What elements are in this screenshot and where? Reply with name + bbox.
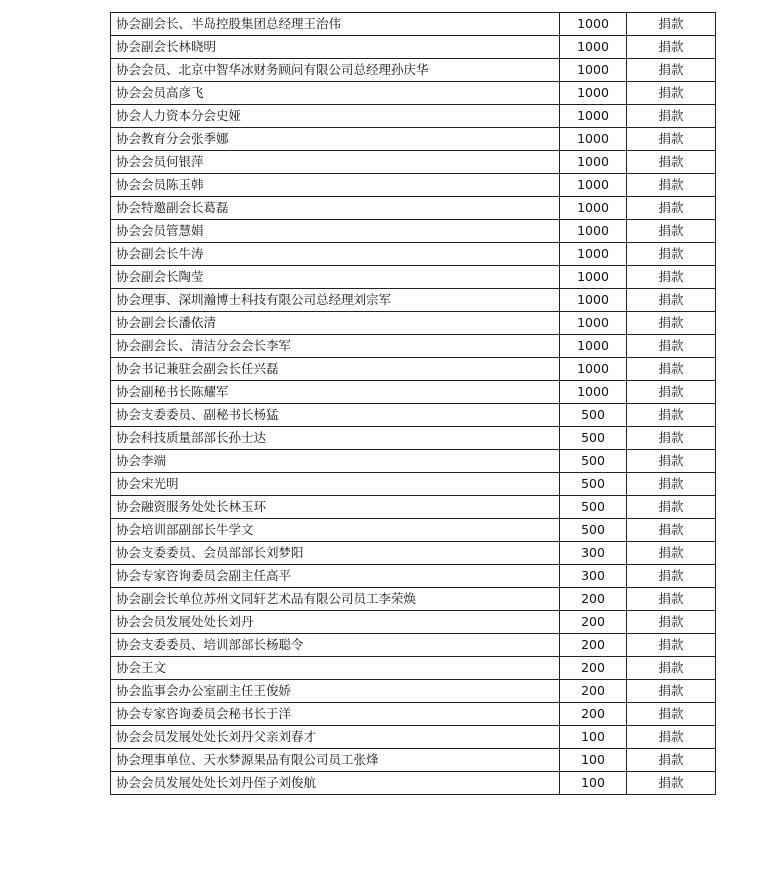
donation-type-cell: 捐款 <box>627 450 716 473</box>
donation-type-cell: 捐款 <box>627 243 716 266</box>
donation-type-cell: 捐款 <box>627 657 716 680</box>
donor-name-cell: 协会副会长陶莹 <box>111 266 560 289</box>
donor-name-cell: 协会融资服务处处长林玉环 <box>111 496 560 519</box>
donor-name-cell: 协会科技质量部部长孙士达 <box>111 427 560 450</box>
donor-name-cell: 协会副会长潘依清 <box>111 312 560 335</box>
table-row <box>111 13 716 36</box>
donor-name-cell: 协会王文 <box>111 657 560 680</box>
donation-table-body <box>111 13 716 795</box>
table-row <box>111 381 716 404</box>
table-row <box>111 542 716 565</box>
table-row <box>111 36 716 59</box>
donation-type-cell: 捐款 <box>627 289 716 312</box>
table-row <box>111 358 716 381</box>
donation-type-cell: 捐款 <box>627 266 716 289</box>
table-row <box>111 726 716 749</box>
donor-name-cell: 协会人力资本分会史娅 <box>111 105 560 128</box>
donor-name-cell: 协会会员管慧娟 <box>111 220 560 243</box>
amount-cell: 1000 <box>560 128 627 151</box>
table-row <box>111 496 716 519</box>
donor-name-cell: 协会支委委员、培训部部长杨聪令 <box>111 634 560 657</box>
amount-cell: 1000 <box>560 312 627 335</box>
donation-type-cell: 捐款 <box>627 496 716 519</box>
amount-cell: 1000 <box>560 36 627 59</box>
table-row <box>111 565 716 588</box>
amount-cell: 200 <box>560 680 627 703</box>
donor-name-cell: 协会副秘书长陈耀军 <box>111 381 560 404</box>
amount-cell: 100 <box>560 772 627 795</box>
table-row <box>111 634 716 657</box>
table-row <box>111 680 716 703</box>
table-row <box>111 128 716 151</box>
table-row <box>111 657 716 680</box>
table-row <box>111 82 716 105</box>
table-row <box>111 266 716 289</box>
donation-type-cell: 捐款 <box>627 634 716 657</box>
donation-type-cell: 捐款 <box>627 611 716 634</box>
amount-cell: 500 <box>560 519 627 542</box>
table-row <box>111 588 716 611</box>
donation-type-cell: 捐款 <box>627 542 716 565</box>
amount-cell: 200 <box>560 703 627 726</box>
table-row <box>111 335 716 358</box>
donor-name-cell: 协会副会长牛涛 <box>111 243 560 266</box>
amount-cell: 500 <box>560 404 627 427</box>
donor-name-cell: 协会会员、北京中智华冰财务顾问有限公司总经理孙庆华 <box>111 59 560 82</box>
amount-cell: 500 <box>560 473 627 496</box>
donation-type-cell: 捐款 <box>627 174 716 197</box>
table-row <box>111 105 716 128</box>
donation-type-cell: 捐款 <box>627 565 716 588</box>
amount-cell: 1000 <box>560 82 627 105</box>
donor-name-cell: 协会会员何银萍 <box>111 151 560 174</box>
donation-type-cell: 捐款 <box>627 220 716 243</box>
amount-cell: 1000 <box>560 243 627 266</box>
donor-name-cell: 协会宋光明 <box>111 473 560 496</box>
amount-cell: 1000 <box>560 105 627 128</box>
donation-type-cell: 捐款 <box>627 588 716 611</box>
table-row <box>111 312 716 335</box>
donor-name-cell: 协会会员高彦飞 <box>111 82 560 105</box>
table-row <box>111 59 716 82</box>
donation-type-cell: 捐款 <box>627 427 716 450</box>
amount-cell: 100 <box>560 726 627 749</box>
table-row <box>111 772 716 795</box>
amount-cell: 100 <box>560 749 627 772</box>
donation-type-cell: 捐款 <box>627 519 716 542</box>
amount-cell: 1000 <box>560 266 627 289</box>
amount-cell: 1000 <box>560 151 627 174</box>
donor-name-cell: 协会监事会办公室副主任王俊娇 <box>111 680 560 703</box>
amount-cell: 1000 <box>560 59 627 82</box>
donation-type-cell: 捐款 <box>627 473 716 496</box>
table-row <box>111 427 716 450</box>
table-row <box>111 450 716 473</box>
amount-cell: 1000 <box>560 197 627 220</box>
table-row <box>111 404 716 427</box>
donor-name-cell: 协会会员陈玉韩 <box>111 174 560 197</box>
donor-name-cell: 协会副会长单位苏州文同轩艺术品有限公司员工李荣焕 <box>111 588 560 611</box>
donation-type-cell: 捐款 <box>627 13 716 36</box>
amount-cell: 1000 <box>560 358 627 381</box>
donation-type-cell: 捐款 <box>627 197 716 220</box>
donor-name-cell: 协会会员发展处处长刘丹侄子刘俊航 <box>111 772 560 795</box>
donor-name-cell: 协会书记兼驻会副会长任兴磊 <box>111 358 560 381</box>
amount-cell: 1000 <box>560 289 627 312</box>
donation-type-cell: 捐款 <box>627 128 716 151</box>
donation-type-cell: 捐款 <box>627 381 716 404</box>
donation-type-cell: 捐款 <box>627 703 716 726</box>
donor-name-cell: 协会教育分会张季娜 <box>111 128 560 151</box>
table-row <box>111 703 716 726</box>
donation-type-cell: 捐款 <box>627 680 716 703</box>
donor-name-cell: 协会副会长、半岛控股集团总经理王治伟 <box>111 13 560 36</box>
amount-cell: 200 <box>560 657 627 680</box>
table-row <box>111 519 716 542</box>
amount-cell: 1000 <box>560 220 627 243</box>
donor-name-cell: 协会理事、深圳瀚博士科技有限公司总经理刘宗军 <box>111 289 560 312</box>
table-row <box>111 151 716 174</box>
donation-type-cell: 捐款 <box>627 36 716 59</box>
donation-type-cell: 捐款 <box>627 59 716 82</box>
amount-cell: 500 <box>560 496 627 519</box>
amount-cell: 200 <box>560 634 627 657</box>
donation-type-cell: 捐款 <box>627 105 716 128</box>
table-row <box>111 243 716 266</box>
amount-cell: 500 <box>560 427 627 450</box>
donor-name-cell: 协会会员发展处处长刘丹 <box>111 611 560 634</box>
amount-cell: 1000 <box>560 335 627 358</box>
table-row <box>111 611 716 634</box>
donor-name-cell: 协会李端 <box>111 450 560 473</box>
donation-type-cell: 捐款 <box>627 335 716 358</box>
amount-cell: 200 <box>560 611 627 634</box>
table-row <box>111 473 716 496</box>
donor-name-cell: 协会支委委员、副秘书长杨猛 <box>111 404 560 427</box>
donor-name-cell: 协会培训部副部长牛学文 <box>111 519 560 542</box>
donation-type-cell: 捐款 <box>627 772 716 795</box>
donation-table <box>110 12 716 795</box>
amount-cell: 1000 <box>560 381 627 404</box>
donation-type-cell: 捐款 <box>627 726 716 749</box>
donor-name-cell: 协会专家咨询委员会秘书长于洋 <box>111 703 560 726</box>
table-row <box>111 289 716 312</box>
donor-name-cell: 协会支委委员、会员部部长刘梦阳 <box>111 542 560 565</box>
amount-cell: 1000 <box>560 174 627 197</box>
donor-name-cell: 协会副会长、清洁分会会长李军 <box>111 335 560 358</box>
donor-name-cell: 协会理事单位、天水梦源果品有限公司员工张烽 <box>111 749 560 772</box>
donor-name-cell: 协会专家咨询委员会副主任高平 <box>111 565 560 588</box>
amount-cell: 300 <box>560 542 627 565</box>
amount-cell: 300 <box>560 565 627 588</box>
table-row <box>111 220 716 243</box>
donation-type-cell: 捐款 <box>627 358 716 381</box>
donation-type-cell: 捐款 <box>627 749 716 772</box>
table-row <box>111 197 716 220</box>
table-row <box>111 749 716 772</box>
amount-cell: 1000 <box>560 13 627 36</box>
donation-type-cell: 捐款 <box>627 151 716 174</box>
donation-type-cell: 捐款 <box>627 312 716 335</box>
donor-name-cell: 协会副会长林晓明 <box>111 36 560 59</box>
table-row <box>111 174 716 197</box>
donation-type-cell: 捐款 <box>627 82 716 105</box>
donor-name-cell: 协会会员发展处处长刘丹父亲刘春才 <box>111 726 560 749</box>
donor-name-cell: 协会特邀副会长葛磊 <box>111 197 560 220</box>
amount-cell: 200 <box>560 588 627 611</box>
amount-cell: 500 <box>560 450 627 473</box>
donation-type-cell: 捐款 <box>627 404 716 427</box>
